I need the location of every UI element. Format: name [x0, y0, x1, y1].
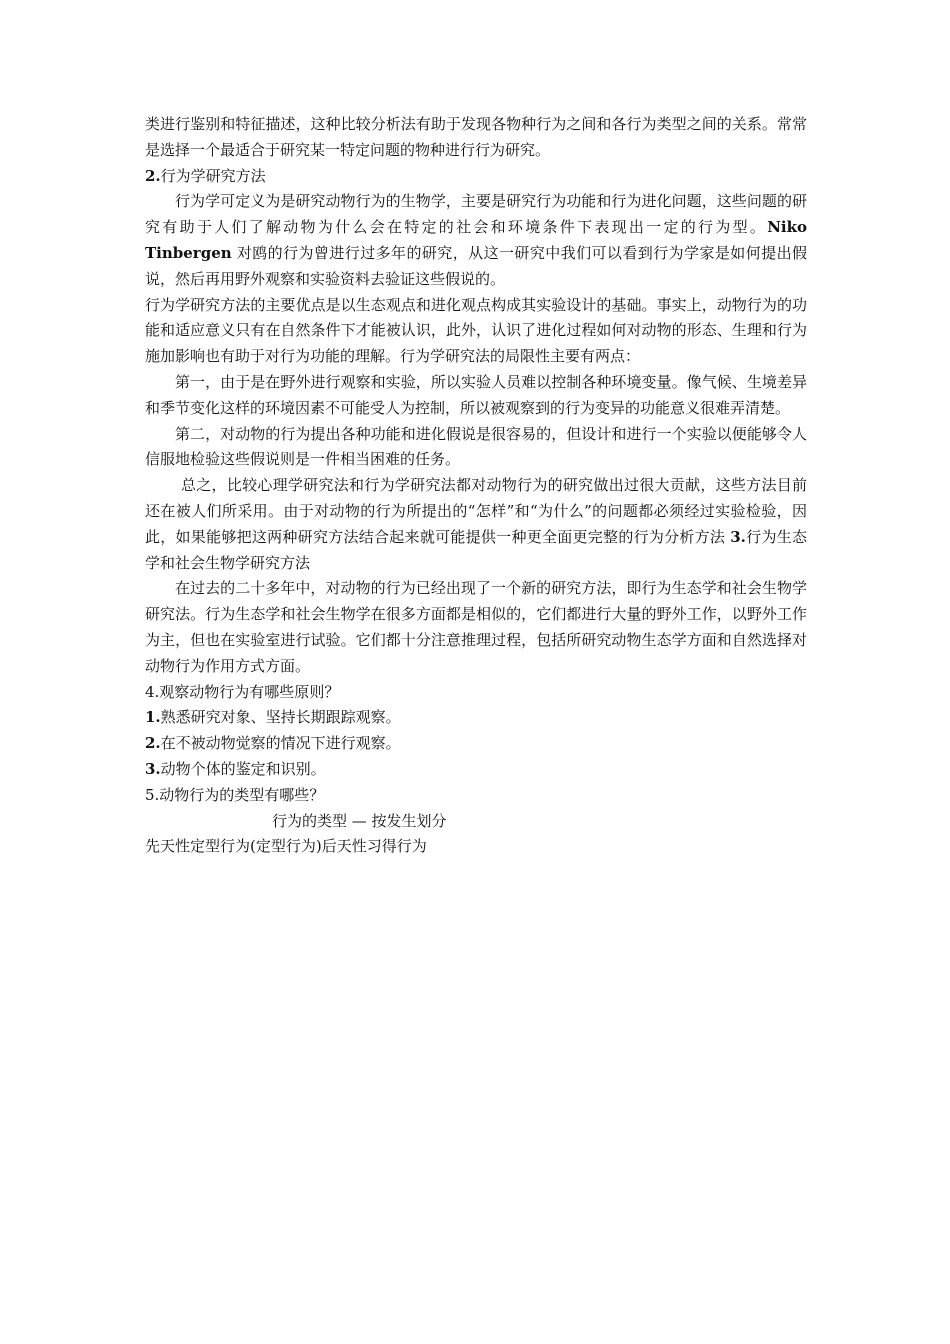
item-number: 2.	[145, 734, 161, 753]
item-text: 在不被动物觉察的情况下进行观察。	[160, 734, 401, 753]
paragraph-limitation-two: 第二，对动物的行为提出各种功能和进化假说是很容易的，但设计和进行一个实验以便能够令人信服地检验这些假说则是一件相当困难的任务。	[145, 424, 807, 469]
heading-number: 3.	[730, 527, 746, 546]
innate-behavior: 先天性定型行为(定型行为)	[145, 837, 322, 856]
heading-text: 行为学研究方法	[160, 166, 266, 185]
item-number: 1.	[145, 708, 161, 727]
document-page	[145, 112, 807, 860]
principle-item-3	[145, 757, 807, 783]
paragraph-ethology-advantages: 行为学研究方法的主要优点是以生态观点和进化观点构成其实验设计的基础。事实上，动物行为的功能和适应意义只有在自然条件下才能被认识，此外，认识了进化过程如何对动物的形态、生理和行为施加影响也有助于对行为功能的理解。行为学研究法的局限性主要有两点：	[145, 295, 807, 366]
behavior-types-line	[145, 834, 807, 860]
item-number: 3.	[145, 759, 161, 778]
heading-number: 2.	[145, 166, 161, 185]
text-run: 行为学可定义为是研究动物行为的生物学，主要是研究行为功能和行为进化问题，这些问题的研究有助于人们了解动物为什么会在特定的社会和环境条件下表现出一定的行为型。	[145, 192, 807, 237]
paragraph-ethology-definition	[145, 189, 807, 292]
item-text: 熟悉研究对象、坚持长期跟踪观察。	[160, 708, 401, 727]
heading-text: 行为生态学和社会生物学研究方法	[145, 527, 807, 572]
person-name: Niko Tinbergen	[145, 218, 807, 262]
behavior-types-heading: 行为的类型 — 按发生划分	[272, 811, 447, 830]
paragraph-limitation-one: 第一，由于是在野外进行观察和实验，所以实验人员难以控制各种环境变量。像气候、生境差异和季节变化这样的环境因素不可能受人为控制，所以被观察到的行为变异的功能意义很难弄清楚。	[145, 372, 807, 417]
principle-item-1	[145, 705, 807, 731]
item-text: 动物个体的鉴定和识别。	[160, 759, 326, 778]
text-run: 总之，比较心理学研究法和行为学研究法都对动物行为的研究做出过很大贡献，这些方法目前还在被人们所采用。由于对动物的行为所提出的“怎样”和“为什么”的问题都必须经过实验检验，因此，如果能够把这两种研究方法结合起来就可能提供一种更全面更完整的行为分析方法	[145, 476, 807, 546]
paragraph-comparison-end: 类进行鉴别和特征描述，这种比较分析法有助于发现各物种行为之间和各行为类型之间的关系。常常是选择一个最适合于研究某一特定问题的物种进行行为研究。	[145, 115, 807, 159]
question-5: 5.动物行为的类型有哪些？	[145, 785, 325, 804]
principle-item-2	[145, 731, 807, 757]
paragraph-summary	[145, 473, 807, 576]
question-4: 4.观察动物行为有哪些原则？	[145, 682, 340, 701]
text-run: 对鸥的行为曾进行过多年的研究，从这一研究中我们可以看到行为学家是如何提出假说，然后再用野外观察和实验资料去验证这些假说的。	[145, 243, 807, 288]
heading-ethology-method	[145, 164, 807, 190]
learned-behavior: 后天性习得行为	[321, 837, 427, 856]
paragraph-behavioral-ecology: 在过去的二十多年中，对动物的行为已经出现了一个新的研究方法，即行为生态学和社会生物学研究法。行为生态学和社会生物学在很多方面都是相似的，它们都进行大量的野外工作，以野外工作为主，但也在实验室进行试验。它们都十分注意推理过程，包括所研究动物生态学方面和自然选择对动物行为作用方式方面。	[145, 579, 807, 675]
